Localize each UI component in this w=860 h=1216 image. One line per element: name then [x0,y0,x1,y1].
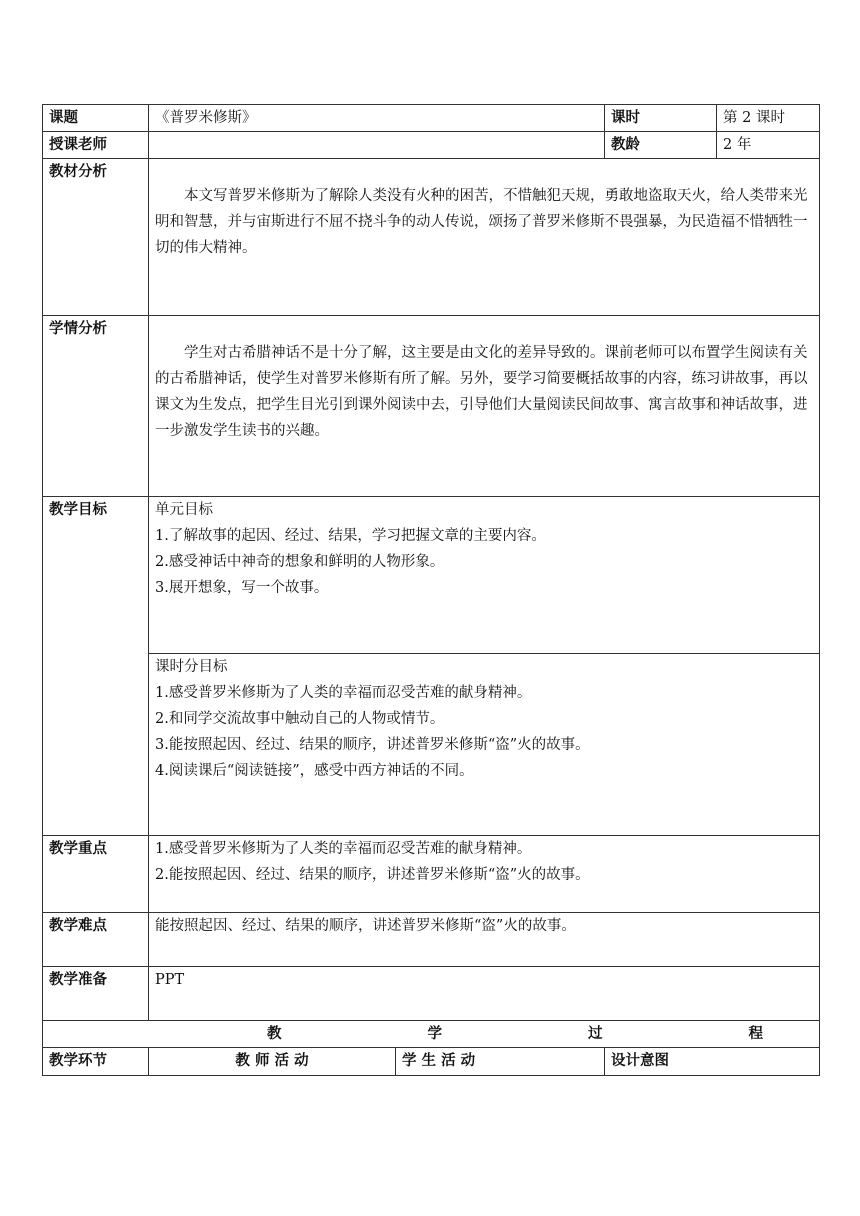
preparation-text: PPT [149,967,820,1021]
row-title [43,105,820,132]
row-preparation [43,967,820,1021]
design-intent-header: 设计意图 [605,1048,820,1076]
unit-goal-item: 1.了解故事的起因、经过、结果，学习把握文章的主要内容。 [155,528,546,544]
student-activity-header: 学 生 活 动 [396,1048,605,1076]
teacher-label: 授课老师 [43,132,149,159]
row-student-analysis [43,316,820,497]
unit-goal-item: 2.感受神话中神奇的想象和鲜明的人物形象。 [155,554,445,570]
experience-value: 2 年 [717,132,820,159]
key-points-label: 教学重点 [43,836,149,913]
row-key-points [43,836,820,913]
lesson-goal-item: 3.能按照起因、经过、结果的顺序，讲述普罗米修斯“盗”火的故事。 [155,737,590,753]
students-label: 学情分析 [43,316,149,497]
unit-goal-item: 3.展开想象，写一个故事。 [155,580,329,596]
row-lesson-goals [43,654,820,836]
teacher-value [149,132,605,159]
row-unit-goals [43,497,820,654]
row-column-headers [43,1048,820,1076]
process-char: 学 [427,1026,442,1042]
key-point-item: 2.能按照起因、经过、结果的顺序，讲述普罗米修斯“盗”火的故事。 [155,867,590,883]
students-text: 学生对古希腊神话不是十分了解，这主要是由文化的差异导致的。课前老师可以布置学生阅读有关的古希腊神话，使学生对普罗米修斯有所了解。另外，要学习简要概括故事的内容，练习讲故事，再以课文为生发点，把学生目光引到课外阅读中去，引导他们大量阅读民间故事、寓言故事和神话故事，进一步激发学生读书的兴趣。 [155,345,808,439]
preparation-label: 教学准备 [43,967,149,1021]
key-point-item: 1.感受普罗米修斯为了人类的幸福而忍受苦难的献身精神。 [155,841,532,857]
row-difficulties [43,913,820,967]
experience-label: 教龄 [605,132,717,159]
process-heading [49,1021,813,1047]
row-material-analysis [43,159,820,316]
process-char: 教 [267,1026,282,1042]
title-value: 《普罗米修斯》 [149,105,605,132]
material-text: 本文写普罗米修斯为了解除人类没有火种的困苦，不惜触犯天规，勇敢地盗取天火，给人类带来光明和智慧，并与宙斯进行不屈不挠斗争的动人传说，颂扬了普罗米修斯不畏强暴，为民造福不惜牺牲一切的伟大精神。 [155,188,808,256]
lesson-goal-item: 4.阅读课后“阅读链接”，感受中西方神话的不同。 [155,763,474,779]
unit-goals-title: 单元目标 [155,502,213,518]
period-label: 课时 [605,105,717,132]
process-char: 过 [588,1026,603,1042]
lesson-goals-title: 课时分目标 [155,659,228,675]
lesson-goal-item: 2.和同学交流故事中触动自己的人物或情节。 [155,711,445,727]
difficulties-label: 教学难点 [43,913,149,967]
stage-header: 教学环节 [43,1048,149,1076]
teacher-activity-header: 教 师 活 动 [149,1048,396,1076]
difficulties-text: 能按照起因、经过、结果的顺序，讲述普罗米修斯“盗”火的故事。 [149,913,820,967]
lesson-plan-table [42,104,820,1076]
row-process-heading [43,1021,820,1048]
lesson-goal-item: 1.感受普罗米修斯为了人类的幸福而忍受苦难的献身精神。 [155,685,532,701]
goals-label: 教学目标 [43,497,149,836]
process-char: 程 [748,1026,763,1042]
title-label: 课题 [43,105,149,132]
period-value: 第 2 课时 [717,105,820,132]
material-label: 教材分析 [43,159,149,316]
row-teacher [43,132,820,159]
